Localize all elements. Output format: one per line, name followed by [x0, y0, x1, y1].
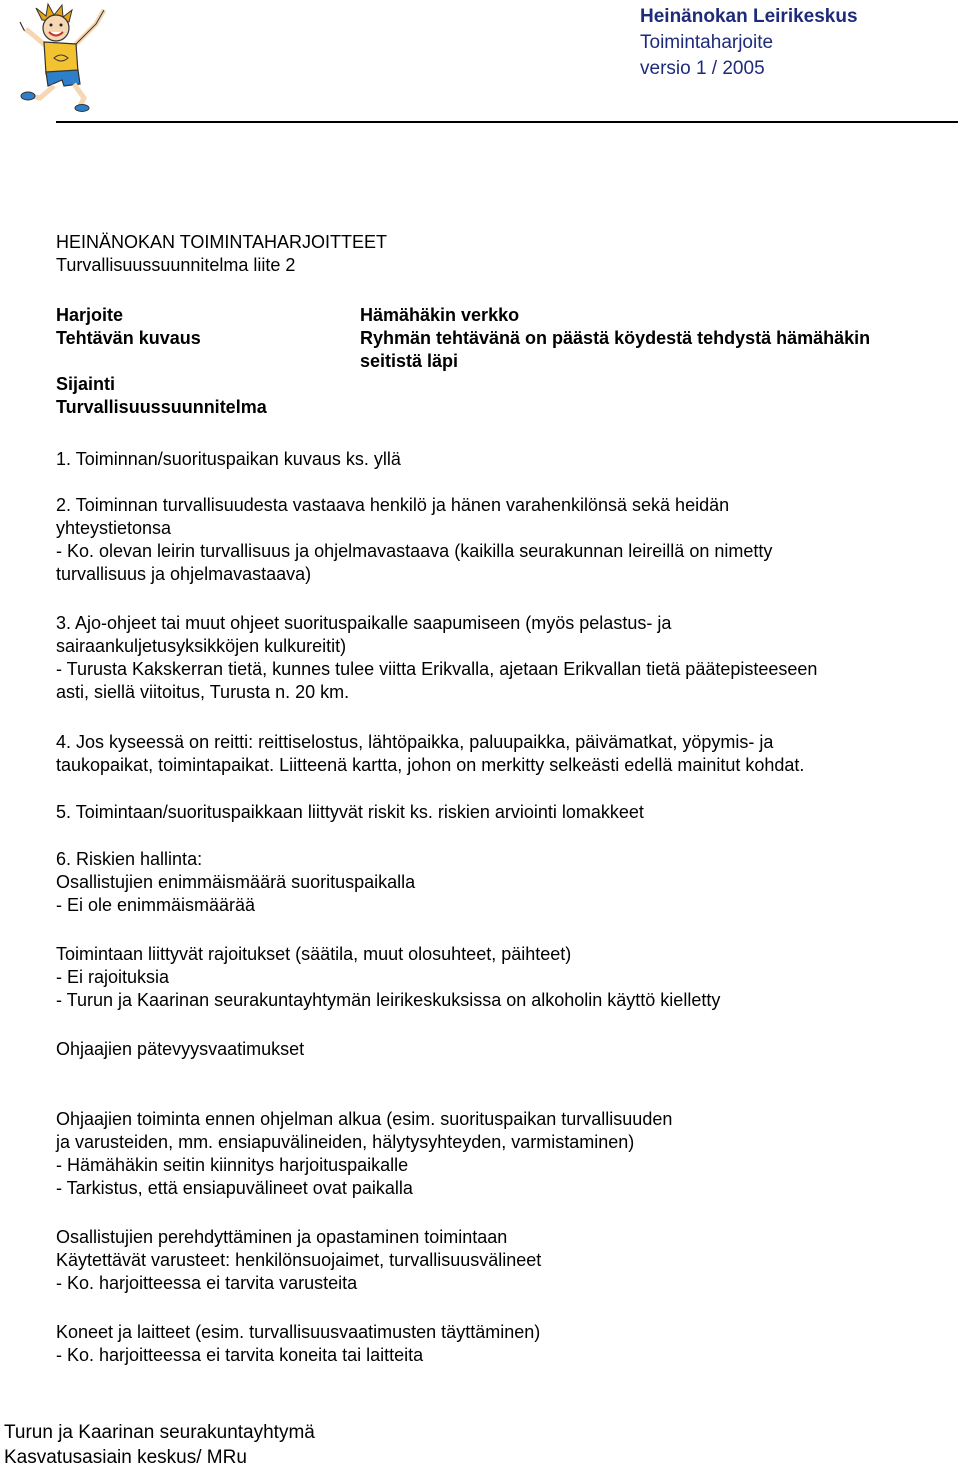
document-header	[640, 4, 858, 82]
restrictions-line: - Ei rajoituksia	[56, 967, 170, 987]
orientation-block	[56, 1226, 541, 1295]
section-6	[56, 848, 415, 917]
section-2-line: - Ko. olevan leirin turvallisuus ja ohjelmavastaava (kaikilla seurakunnan leireillä on nimetty	[56, 541, 773, 561]
section-6-line: Osallistujien enimmäismäärä suorituspaikalla	[56, 872, 416, 892]
instructor-actions-line: - Tarkistus, että ensiapuvälineet ovat paikalla	[56, 1178, 413, 1198]
footer-line-2: Kasvatusasiain keskus/ MRu	[4, 1447, 247, 1468]
qualifications-block	[56, 1038, 304, 1061]
restrictions-line: Toimintaan liittyvät rajoitukset (säätila, muut olosuhteet, päihteet)	[56, 944, 572, 964]
field-values	[360, 304, 870, 373]
sijainti-label: Sijainti	[56, 374, 116, 394]
orientation-line: Osallistujien perehdyttäminen ja opastaminen toimintaan	[56, 1227, 508, 1247]
section-3-line: 3. Ajo-ohjeet tai muut ohjeet suorituspaikalle saapumiseen (myös pelastus- ja	[56, 613, 672, 633]
harjoite-label: Harjoite	[56, 305, 124, 325]
section-5	[56, 801, 644, 824]
section-5-text: 5. Toimintaan/suorituspaikkaan liittyvät riskit ks. riskien arviointi lomakkeet	[56, 802, 644, 822]
kuvaus-value-1: Ryhmän tehtävänä on päästä köydestä tehdystä hämähäkin	[360, 328, 871, 348]
section-4-line: 4. Jos kyseessä on reitti: reittiselostus, lähtöpaikka, paluupaikka, päivämatkat, yöpymis- ja	[56, 732, 774, 752]
section-4	[56, 731, 804, 777]
harjoite-value: Hämähäkin verkko	[360, 305, 520, 325]
header-doc-type: Toimintaharjoite	[640, 32, 774, 53]
section-2-line: yhteystietonsa	[56, 518, 172, 538]
kuvaus-value-2: seitistä läpi	[360, 351, 459, 371]
instructor-actions-line: ja varusteiden, mm. ensiapuvälineiden, hälytysyhteyden, varmistaminen)	[56, 1132, 635, 1152]
kuvaus-label: Tehtävän kuvaus	[56, 328, 201, 348]
suunnitelma-label: Turvallisuussuunnitelma	[56, 397, 267, 417]
field-labels	[56, 304, 267, 419]
restrictions-block	[56, 943, 720, 1012]
qualifications-heading: Ohjaajien pätevyysvaatimukset	[56, 1039, 305, 1059]
header-rule	[56, 121, 958, 123]
instructor-actions-line: - Hämähäkin seitin kiinnitys harjoituspaikalle	[56, 1155, 409, 1175]
jumping-figure-logo	[14, 2, 124, 112]
section-2-line: 2. Toiminnan turvallisuudesta vastaava henkilö ja hänen varahenkilönsä sekä heidän	[56, 495, 730, 515]
orientation-line: - Ko. harjoitteessa ei tarvita varusteita	[56, 1273, 358, 1293]
instructor-actions-block	[56, 1108, 672, 1200]
title-line-1: HEINÄNOKAN TOIMINTAHARJOITTEET	[56, 232, 388, 252]
section-1	[56, 448, 401, 471]
section-2-line: turvallisuus ja ohjelmavastaava)	[56, 564, 312, 584]
machines-line: Koneet ja laitteet (esim. turvallisuusvaatimusten täyttäminen)	[56, 1322, 541, 1342]
header-org: Heinänokan Leirikeskus	[640, 6, 858, 27]
section-6-line: 6. Riskien hallinta:	[56, 849, 203, 869]
section-3-line: sairaankuljetusyksikköjen kulkureitit)	[56, 636, 347, 656]
footer-line-1: Turun ja Kaarinan seurakuntayhtymä	[4, 1422, 315, 1443]
section-3	[56, 612, 817, 704]
restrictions-line: - Turun ja Kaarinan seurakuntayhtymän leirikeskuksissa on alkoholin käyttö kielletty	[56, 990, 721, 1010]
section-3-line: asti, siellä viitoitus, Turusta n. 20 km.	[56, 682, 350, 702]
section-3-line: - Turusta Kakskerran tietä, kunnes tulee viitta Erikvalla, ajetaan Erikvallan tietä päätepisteeseen	[56, 659, 818, 679]
header-version: versio 1 / 2005	[640, 58, 765, 79]
section-6-line: - Ei ole enimmäismäärää	[56, 895, 256, 915]
document-footer	[4, 1420, 315, 1470]
instructor-actions-line: Ohjaajien toiminta ennen ohjelman alkua (esim. suorituspaikan turvallisuuden	[56, 1109, 673, 1129]
section-4-line: taukopaikat, toimintapaikat. Liitteenä kartta, johon on merkitty selkeästi edellä mainitut kohdat.	[56, 755, 805, 775]
section-1-text: 1. Toiminnan/suorituspaikan kuvaus ks. yllä	[56, 449, 401, 469]
machines-block	[56, 1321, 540, 1367]
orientation-line: Käytettävät varusteet: henkilönsuojaimet, turvallisuusvälineet	[56, 1250, 542, 1270]
document-title	[56, 231, 387, 277]
section-2	[56, 494, 772, 586]
machines-line: - Ko. harjoitteessa ei tarvita koneita tai laitteita	[56, 1345, 424, 1365]
title-line-2: Turvallisuussuunnitelma liite 2	[56, 255, 296, 275]
